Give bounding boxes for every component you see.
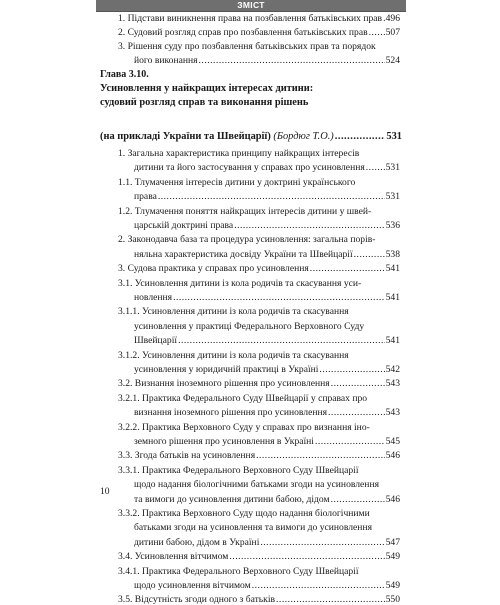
toc-entry xyxy=(118,234,400,245)
leader-dots xyxy=(383,13,385,24)
toc-entry-page: 549 xyxy=(385,551,400,563)
toc-entry xyxy=(134,191,400,202)
toc-entry-text: щодо усиновлення вітчимом xyxy=(134,580,251,591)
leader-dots xyxy=(335,131,386,142)
toc-entry xyxy=(134,580,400,591)
toc-entry-text: усиновлення у юридичній практиці в Україні xyxy=(134,364,319,375)
leader-dots xyxy=(319,364,384,375)
toc-entry-page: 546 xyxy=(385,493,400,505)
toc-entry-text: земного рішення про усиновлення в Україні xyxy=(134,436,314,447)
chapter-label: Глава 3.10. xyxy=(100,69,149,80)
toc-entry xyxy=(134,292,400,303)
toc-entry xyxy=(134,321,400,332)
toc-entry-text: 3.2.1. Практика Федерального Суду Швейцарії у справах про xyxy=(118,392,368,404)
toc-entry xyxy=(118,422,400,433)
toc-entry xyxy=(134,407,400,418)
toc-entry-text: 3.1. Усиновлення дитини із кола родичів та скасування уси- xyxy=(118,277,362,289)
chapter-title-line-3 xyxy=(100,131,402,142)
toc-entry xyxy=(134,220,400,231)
toc-entry-text: 3. Рішення суду про позбавлення батьківських прав та порядок xyxy=(118,41,376,52)
toc-entry xyxy=(118,27,400,38)
toc-entry-text: 1.2. Тлумачення поняття найкращих інтересів дитини у швей- xyxy=(118,205,372,217)
leader-dots xyxy=(234,220,384,231)
toc-entry xyxy=(118,508,400,519)
toc-entry-page: 496 xyxy=(385,13,400,24)
toc-entry-text: 3.4. Усиновлення вітчимом xyxy=(118,551,229,563)
leader-dots xyxy=(369,27,385,38)
toc-entry xyxy=(118,13,400,24)
toc-entry-text: 3.2. Визнання іноземного рішення про усиновлення xyxy=(118,378,330,390)
toc-entry xyxy=(118,278,400,289)
toc-entry xyxy=(118,263,400,274)
toc-entry xyxy=(118,594,400,605)
toc-entry-text: 3.3.1. Практика Федерального Верховного Суду Швейцарії xyxy=(118,464,359,476)
toc-entry-page: 531 xyxy=(385,162,400,174)
toc-entry xyxy=(118,551,400,562)
toc-entry-page: 507 xyxy=(385,27,400,38)
toc-entry-text: права xyxy=(134,191,157,203)
page-number: 10 xyxy=(100,486,110,497)
toc-entry xyxy=(118,378,400,389)
header-rule xyxy=(96,11,406,12)
toc-entry xyxy=(134,162,400,173)
toc-entry xyxy=(118,177,400,188)
toc-entry-page: 542 xyxy=(385,364,400,375)
toc-entry-page: 541 xyxy=(385,292,400,303)
toc-entry-page: 541 xyxy=(385,263,400,275)
toc-entry-text: няльна характеристика досвіду України та Швейцарії xyxy=(134,248,353,260)
toc-entry-page: 541 xyxy=(385,335,400,347)
toc-entry-text: 2. Судовий розгляд справ про позбавлення батьківських прав xyxy=(118,27,368,38)
toc-entry-page: 545 xyxy=(385,436,400,447)
leader-dots xyxy=(315,436,385,447)
toc-entry xyxy=(118,206,400,217)
toc-entry-text: усиновлення у практиці Федерального Верховного Суду xyxy=(134,320,365,332)
toc-entry-text: 3.1.2. Усиновлення дитини із кола родичів та скасування xyxy=(118,349,349,361)
toc-entry xyxy=(118,450,400,461)
leader-dots xyxy=(199,55,385,66)
toc-entry-page: 531 xyxy=(385,191,400,203)
toc-entry xyxy=(134,494,400,505)
chapter-title-country: (на прикладі України та Швейцарії) xyxy=(100,131,271,142)
toc-entry xyxy=(118,350,400,361)
chapter-title-line-2: судовий розгляд справ та виконання рішень xyxy=(100,97,309,108)
toc-entry-text: його виконання xyxy=(134,55,198,66)
toc-entry xyxy=(134,249,400,260)
leader-dots xyxy=(229,551,384,562)
toc-entry xyxy=(118,148,400,159)
toc-entry xyxy=(118,41,400,52)
toc-entry-page: 543 xyxy=(385,407,400,419)
leader-dots xyxy=(252,580,385,591)
toc-entry-text: 3.5. Відсутність згоди одного з батьків xyxy=(118,594,276,605)
toc-entry xyxy=(118,465,400,476)
toc-entry-text: 3.3.2. Практика Верховного Суду щодо надання біологічними xyxy=(118,508,370,519)
leader-dots xyxy=(354,249,385,260)
toc-entry-text: щодо надання біологічними батьками згоди на усиновлення xyxy=(134,479,379,491)
toc-entry xyxy=(134,55,400,66)
leader-dots xyxy=(310,263,385,274)
toc-entry-text: царській доктрині права xyxy=(134,220,234,231)
toc-entry-text: батьками згоди на усиновлення та вимоги до усиновлення xyxy=(134,522,372,534)
toc-entry-text: 1. Загальна характеристика принципу найкращих інтересів xyxy=(118,148,360,159)
toc-entry-text: визнання іноземного рішення про усиновлення xyxy=(134,407,328,419)
toc-entry xyxy=(134,522,400,533)
toc-entry-text: дитини та його застосування у справах про усиновлення xyxy=(134,162,365,174)
toc-entry-text: 3.1.1. Усиновлення дитини із кола родичів та скасування xyxy=(118,306,349,318)
chapter-title-line-1: Усиновлення у найкращих інтересах дитини: xyxy=(100,83,314,94)
leader-dots xyxy=(276,594,385,605)
toc-entry-text: та вимоги до усиновлення дитини бабою, дідом xyxy=(134,493,330,505)
toc-entry-page: 543 xyxy=(385,378,400,390)
toc-entry-text: Швейцарії xyxy=(134,335,178,347)
toc-entry-text: новлення xyxy=(134,292,173,303)
chapter-author: (Бордюг Т.О.) xyxy=(273,131,334,142)
toc-entry-text: 1.1. Тлумачення інтересів дитини у доктрині українського xyxy=(118,176,356,188)
leader-dots xyxy=(173,292,385,303)
toc-entry-text: 3.2.2. Практика Верховного Суду у справах про визнання іно- xyxy=(118,421,370,433)
toc-entry xyxy=(118,306,400,317)
toc-entry-text: дитини бабою, дідом в Україні xyxy=(134,536,260,548)
toc-entry-text: 1. Підстави виникнення права на позбавлення батьківських прав xyxy=(118,13,383,24)
leader-dots xyxy=(331,494,385,505)
running-header-title: ЗМІСТ xyxy=(237,0,265,10)
toc-entry xyxy=(134,479,400,490)
leader-dots xyxy=(366,162,385,173)
toc-entry-page: 547 xyxy=(385,536,400,548)
leader-dots xyxy=(178,335,385,346)
toc-entry-page: 524 xyxy=(385,55,400,66)
leader-dots xyxy=(331,378,385,389)
toc-entry xyxy=(134,436,400,447)
toc-entry-page: 536 xyxy=(385,220,400,231)
leader-dots xyxy=(260,537,384,548)
toc-entry-text: 3. Судова практика у справах про усиновлення xyxy=(118,263,309,275)
toc-entry xyxy=(134,335,400,346)
toc-entry-page: 546 xyxy=(385,450,400,462)
leader-dots xyxy=(158,191,385,202)
toc-entry-text: 2. Законодавча база та процедура усиновлення: загальна порів- xyxy=(118,234,376,246)
toc-entry xyxy=(118,566,400,577)
toc-entry-page: 549 xyxy=(385,580,400,591)
toc-entry-text: 3.3. Згода батьків на усиновлення xyxy=(118,450,256,462)
toc-entry xyxy=(134,537,400,548)
chapter-page: 531 xyxy=(386,131,402,142)
toc-entry-page: 538 xyxy=(385,248,400,260)
toc-entry-text: 3.4.1. Практика Федерального Верховного Суду Швейцарії xyxy=(118,565,359,577)
leader-dots xyxy=(256,450,385,461)
toc-entry-page: 550 xyxy=(385,594,400,605)
leader-dots xyxy=(328,407,385,418)
toc-entry xyxy=(134,364,400,375)
toc-entry xyxy=(118,393,400,404)
